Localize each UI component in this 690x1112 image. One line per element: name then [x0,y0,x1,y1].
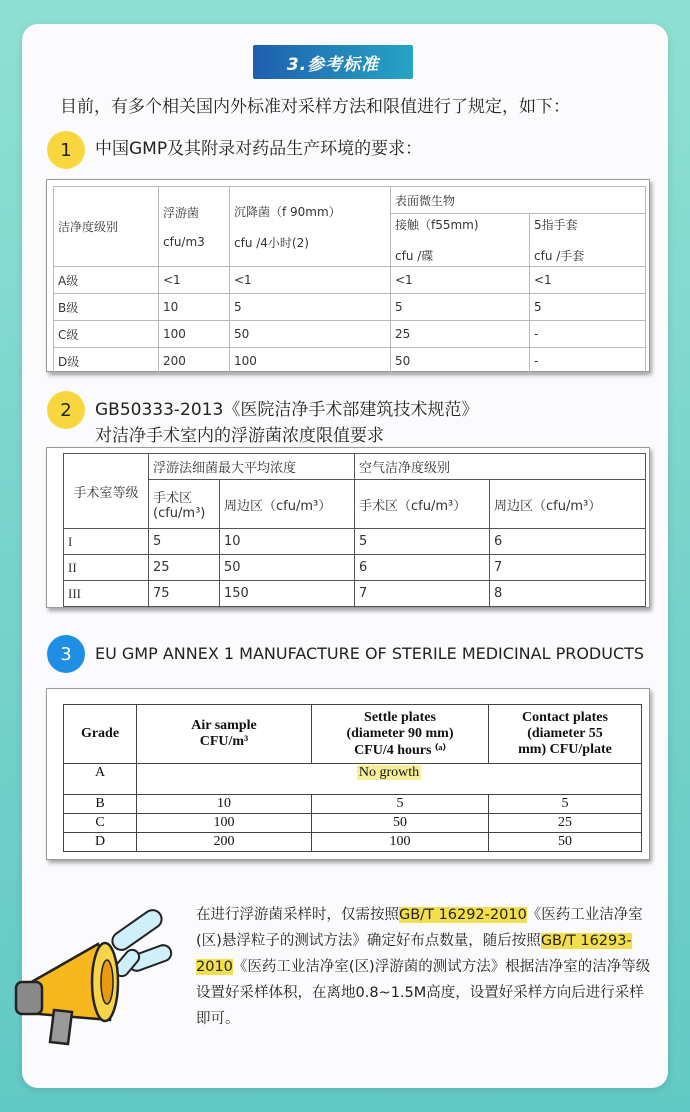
table-1-box [46,179,650,372]
standard-highlight: GB/T 16293-2010 [196,933,632,975]
gmp-table [53,186,646,375]
eu-gmp-table [63,704,642,852]
gb50333-table [63,453,646,607]
section-2-heading: GB50333-2013《医院洁净手术部建筑技术规范》 对洁净手术室内的浮游菌浓度限值要求 [95,400,479,446]
header-cell: 手术区（cfu/m³） [355,480,490,529]
megaphone-icon [10,892,195,1052]
table-row: A级 <1 <1 <1 <1 [54,267,646,294]
header-cell: 沉降菌（f 90mm） cfu /4小时(2) [230,187,391,267]
section-number-2: 2 [47,391,85,429]
section-number-3: 3 [47,635,85,673]
table-row: C级 100 50 25 - [54,321,646,348]
table-3-box [46,688,650,860]
table-row: B级 10 5 5 5 [54,294,646,321]
header-cell: Settle plates (diameter 90 mm) CFU/4 hours ⁽ᵃ⁾ [312,705,489,764]
header-cell: Contact plates (diameter 55 mm) CFU/plate [489,705,642,764]
table-row: D级 200 100 50 - [54,348,646,375]
header-cell: 表面微生物 [391,187,646,214]
table-row: A No growth [64,764,642,795]
header-cell: 周边区（cfu/m³） [490,480,646,529]
section-3-heading: EU GMP ANNEX 1 MANUFACTURE OF STERILE MEDICINAL PRODUCTS [95,644,645,663]
standard-highlight: GB/T 16292-2010 [399,907,527,923]
intro-text: 目前，有多个相关国内外标准对采样方法和限值进行了规定，如下： [60,97,570,117]
header-cell: 手术室等级 [64,454,149,529]
section-number-1: 1 [47,131,85,169]
table-row: B 10 5 5 [64,795,642,814]
no-growth-label: No growth [358,765,420,780]
footer-paragraph: 在进行浮游菌采样时，仅需按照GB/T 16292-2010《医药工业洁净室(区)悬浮粒子的测试方法》确定好布点数量，随后按照GB/T 16293-2010《医药工业洁净室(区)浮游菌的测试方法》根据洁净室的洁净等级设置好采样体积，在离地0.8~1.5M高度，设置好采样方向后进行采样即可。 [196,907,651,1027]
header-cell: 周边区（cfu/m³） [220,480,355,529]
header-cell: 手术区 (cfu/m³) [149,480,220,529]
table-row: II 25 50 6 7 [64,555,646,581]
header-cell: 空气洁净度级别 [355,454,646,480]
header-cell: Grade [64,705,137,764]
table-row: D 200 100 50 [64,833,642,852]
table-2-box [46,447,650,608]
table-row: I 5 10 5 6 [64,529,646,555]
header-cell: 浮游菌 cfu/m3 [159,187,230,267]
section-title: 3.参考标准 [253,45,413,79]
table-row: C 100 50 25 [64,814,642,833]
header-cell: 接触（f55mm) cfu /碟 [391,214,530,267]
table-row: III 75 150 7 8 [64,581,646,607]
section-1-heading: 中国GMP及其附录对药品生产环境的要求： [95,139,423,159]
header-cell: 洁净度级别 [54,187,159,267]
header-cell: 浮游法细菌最大平均浓度 [149,454,355,480]
header-cell: 5指手套 cfu /手套 [530,214,646,267]
header-cell: Air sample CFU/m³ [137,705,312,764]
